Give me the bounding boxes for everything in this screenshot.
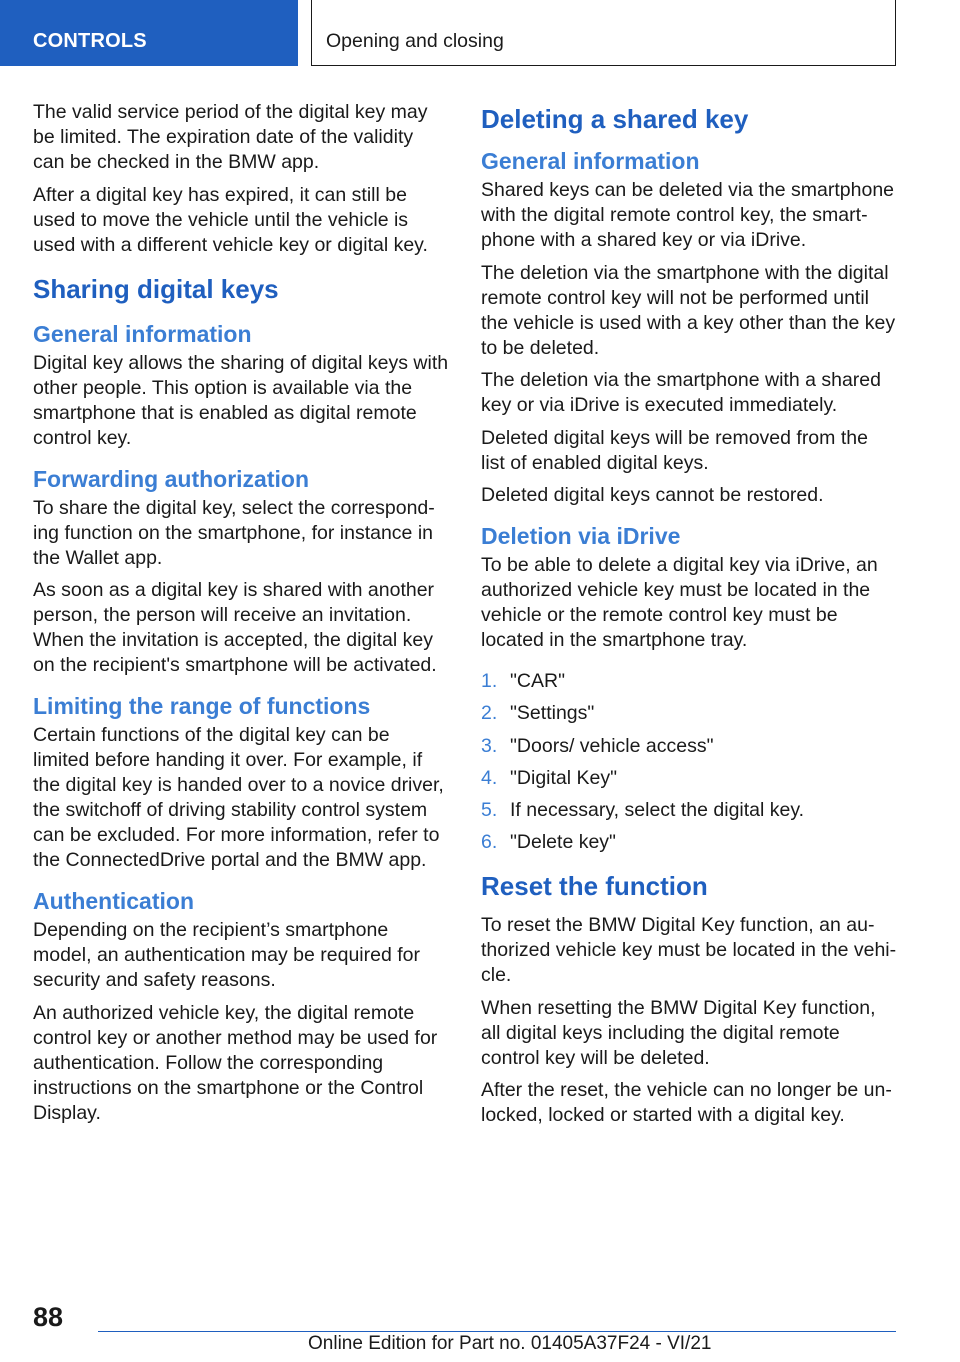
footer-divider [98, 1331, 896, 1332]
paragraph: Digital key allows the sharing of digital keys with other people. This option is available via the smartphone that is enabled as digital remote control key. [33, 351, 449, 449]
step-text: "Digital Key" [510, 766, 618, 789]
section-title: CONTROLS [33, 30, 147, 52]
paragraph: The valid service period of the digital key may be limited. The expiration date of the validity can be checked in the BMW app. [33, 101, 428, 173]
page-number: 88 [33, 1302, 64, 1332]
paragraph: The deletion via the smartphone with a shared key or via iDrive is executed immediately. [481, 369, 881, 416]
step-number: 2. [481, 702, 498, 725]
topic-title: Opening and closing [326, 30, 504, 52]
paragraph: Certain functions of the digital key can be limited before handing it over. For example, if the digital key is handed over to a novice driver, the switchoff of driving stability control system can be excluded. For more information, refer to the ConnectedDrive portal and the BMW app. [33, 724, 444, 871]
step-text: "Doors/ vehicle access" [510, 734, 714, 757]
subheading-forwarding-authorization: Forwarding authorization [33, 465, 309, 492]
step-text: "Delete key" [510, 831, 616, 854]
paragraph: After a digital key has expired, it can still be used to move the vehicle until the vehicle is used with a different vehicle key or digital key. [33, 183, 428, 256]
section-tab [0, 0, 298, 66]
subheading-limiting-functions: Limiting the range of functions [33, 693, 371, 719]
paragraph: The deletion via the smartphone with the digital remote control key will not be performed until the vehicle is used with a key other than the key to be deleted. [481, 261, 896, 359]
topic-tab [311, 0, 896, 66]
heading-reset-function: Reset the function [481, 871, 708, 902]
footer-edition: Online Edition for Part no. 01405A37F24 - VI/21 [308, 1333, 712, 1354]
paragraph: When resetting the BMW Digital Key function, all digital keys including the digital remote control key will be deleted. [481, 996, 876, 1069]
list-item [481, 701, 897, 726]
paragraph: To be able to delete a digital key via iDrive, an authorized vehicle key must be located in the vehicle or the remote control key must be located in the smartphone tray. [481, 554, 878, 651]
subheading-authentication: Authentication [33, 888, 194, 914]
step-number: 3. [481, 734, 498, 757]
paragraph: As soon as a digital key is shared with another person, the person will receive an invitation. When the invitation is accepted, the digital key on the recipient's smartphone will be activated. [33, 579, 437, 676]
step-text: "Settings" [510, 702, 595, 725]
list-item [481, 766, 897, 791]
paragraph: Deleted digital keys will be removed from the list of enabled digital keys. [481, 426, 868, 474]
step-number: 4. [481, 766, 498, 789]
paragraph: An authorized vehicle key, the digital remote control key or another method may be used for authentication. Follow the corresponding instructions on the smartphone or the Control Display. [33, 1001, 438, 1124]
paragraph: Deleted digital keys cannot be restored. [481, 484, 824, 506]
paragraph: Shared keys can be deleted via the smartphone with the digital remote control key, the smartphone with a shared key or via iDrive. [481, 179, 895, 251]
list-item [481, 669, 897, 694]
subheading-deletion-via-idrive: Deletion via iDrive [481, 523, 681, 549]
right-column [481, 100, 897, 1136]
left-column [33, 100, 449, 1133]
heading-sharing-digital-keys: Sharing digital keys [33, 273, 279, 304]
list-item [481, 734, 897, 759]
paragraph: To reset the BMW Digital Key function, an authorized vehicle key must be located in the vehicle. [481, 914, 897, 987]
subheading-general-information: General information [33, 320, 252, 347]
subheading-general-information: General information [481, 148, 700, 174]
paragraph: Depending on the recipient’s smartphone model, an authentication may be required for security and safety reasons. [33, 919, 420, 991]
paragraph: After the reset, the vehicle can no longer be unlocked, locked or started with a digital key. [481, 1079, 892, 1127]
step-text: If necessary, select the digital key. [510, 799, 805, 822]
step-number: 5. [481, 799, 498, 822]
list-item [481, 830, 897, 855]
step-number: 1. [481, 670, 498, 692]
step-list [481, 669, 897, 855]
step-text: "CAR" [510, 670, 566, 692]
list-item [481, 798, 897, 823]
page-header [0, 0, 960, 66]
step-number: 6. [481, 831, 498, 854]
paragraph: To share the digital key, select the corresponding function on the smartphone, for instance in the Wallet app. [33, 496, 435, 569]
heading-deleting-shared-key: Deleting a shared key [481, 104, 749, 134]
